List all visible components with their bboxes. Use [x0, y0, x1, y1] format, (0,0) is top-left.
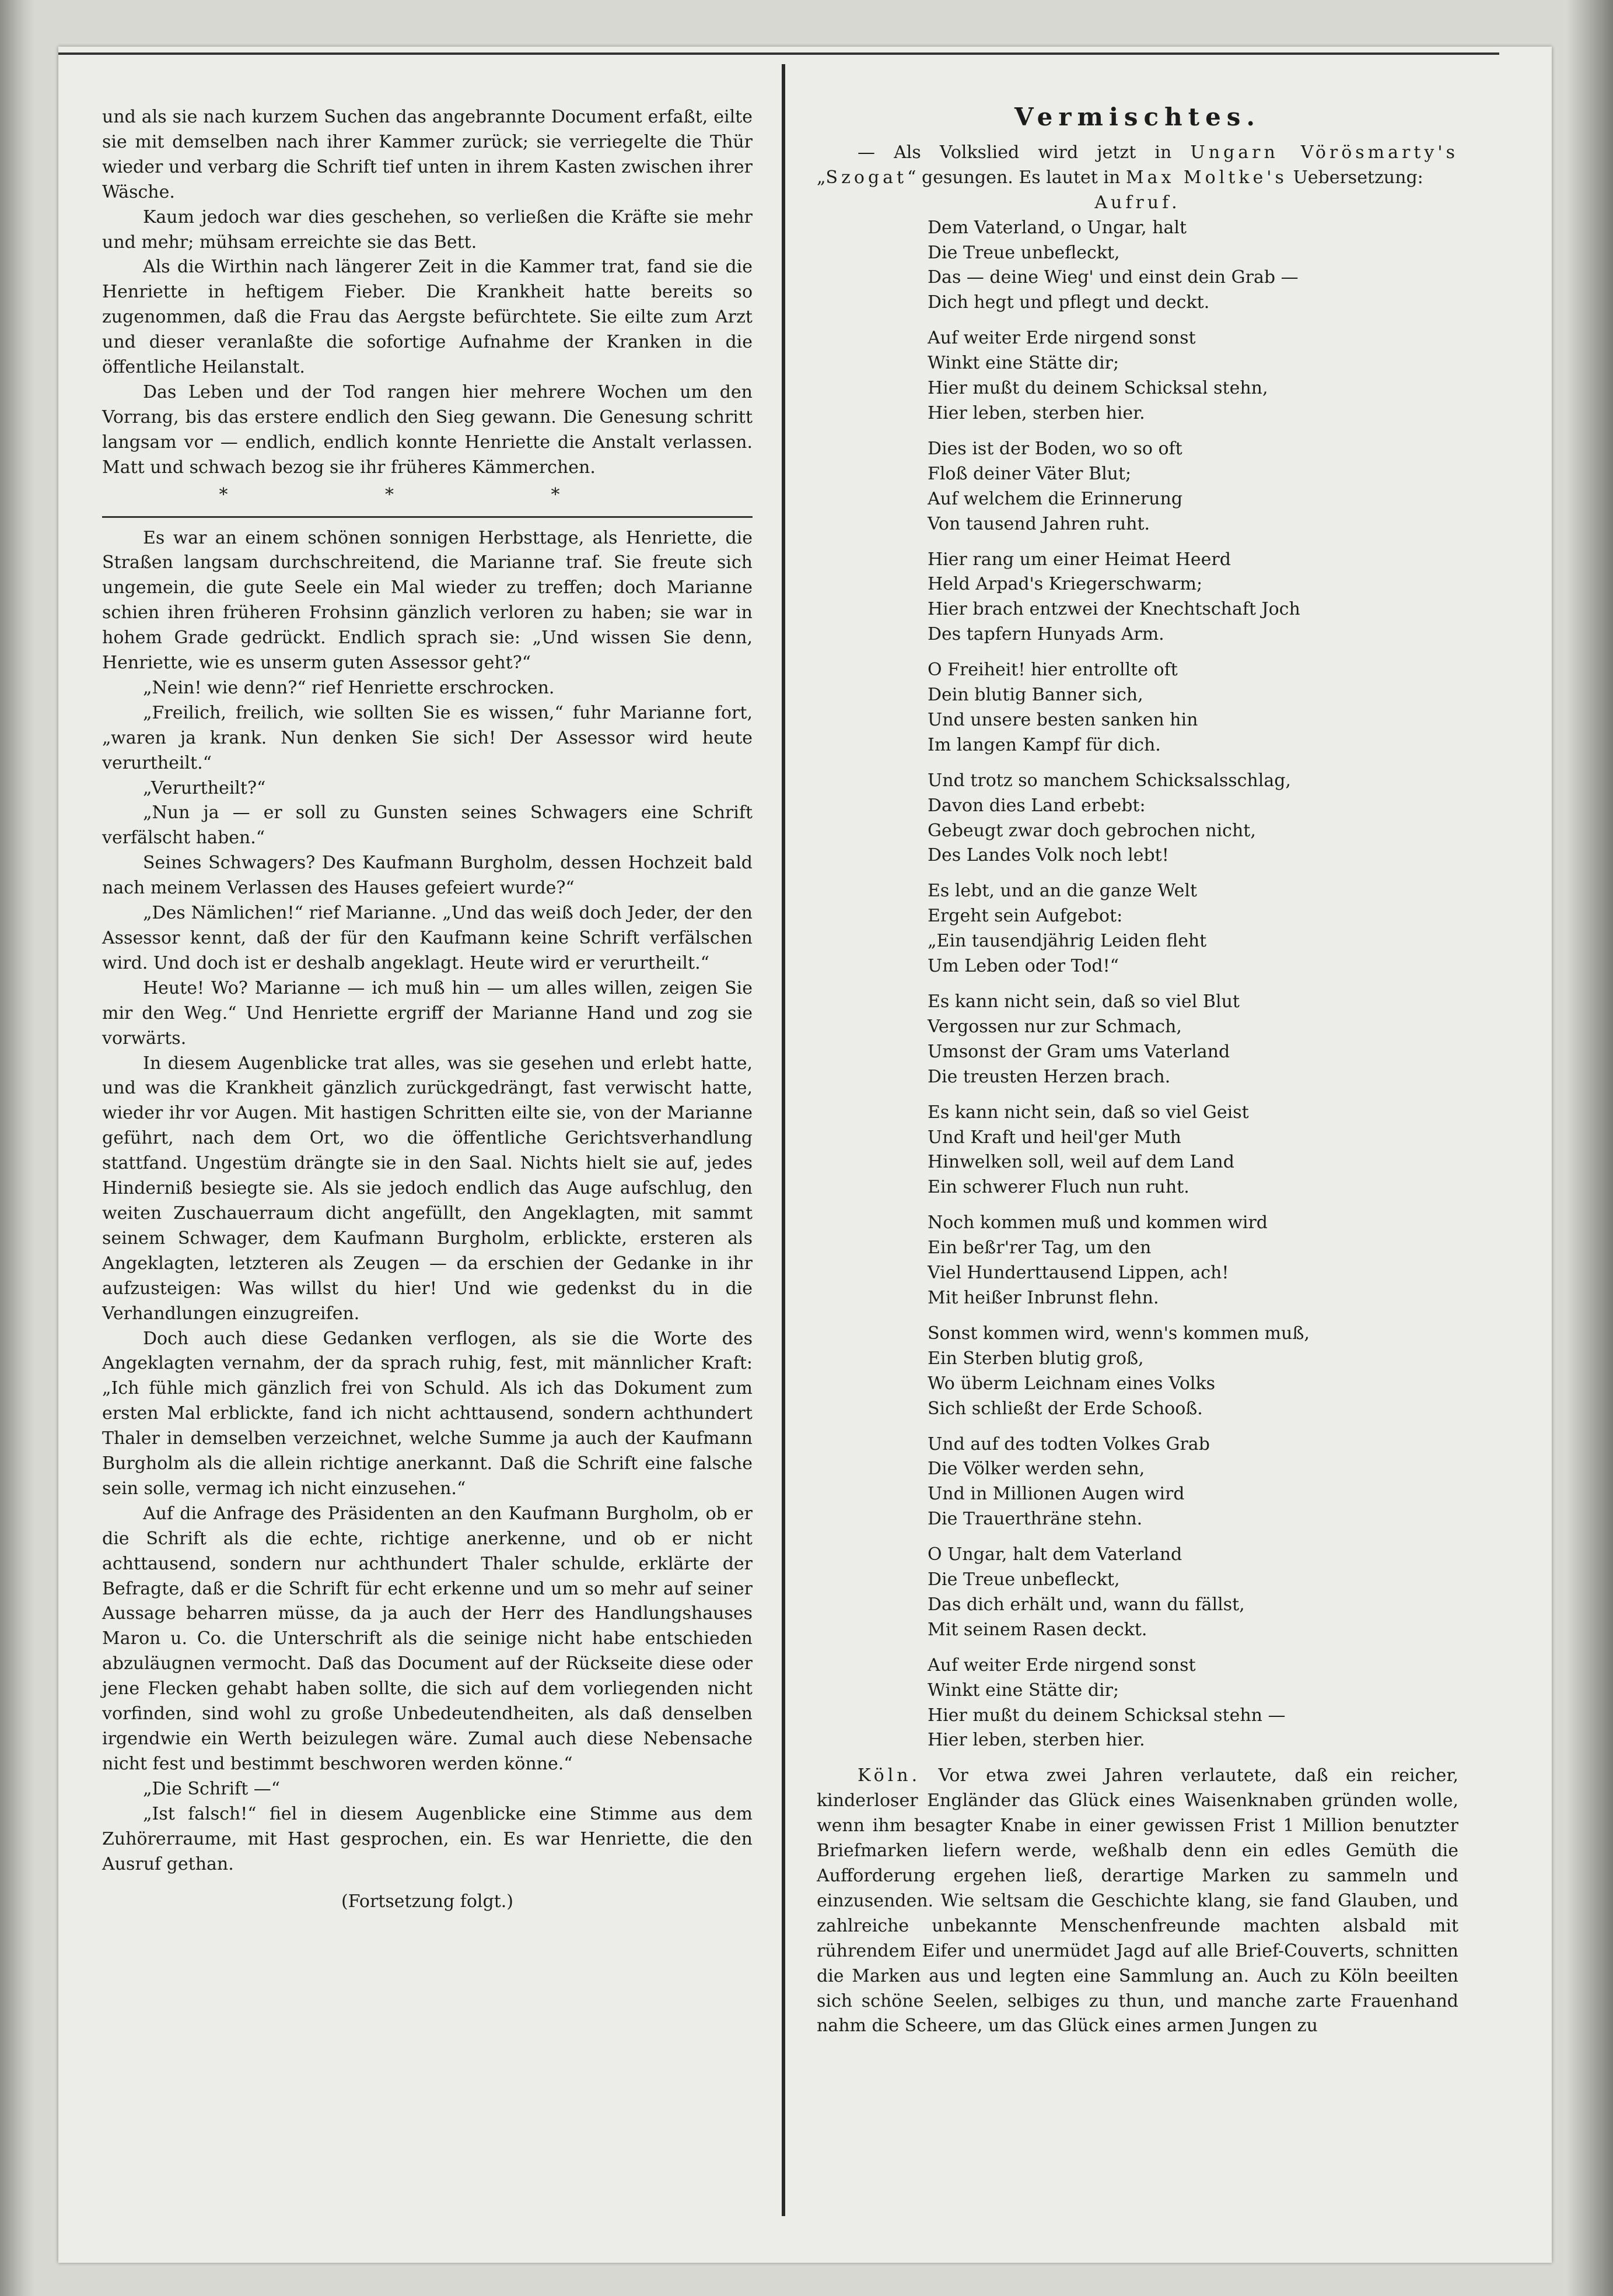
poem-line: Und auf des todten Volkes Grab: [928, 1433, 1210, 1454]
poem-line: Held Arpad's Kriegerschwarm;: [928, 574, 1203, 595]
paragraph: Es war an einem schönen sonnigen Herbsttage, als Henriette, die Straßen langsam durchschreitend, die Marianne traf. Sie freute sich ungemein, die gute Seele ein Mal wieder zu treffen; doch Marianne schien ihren früheren Frohsinn gänzlich verloren zu haben; sie war in hohem Grade gedrückt. Endlich sprach sie: „Und wissen Sie denn, Henriette, wie es unserm guten Assessor geht?“: [102, 527, 753, 674]
paragraph: „Des Nämlichen!“ rief Marianne. „Und das weiß doch Jeder, der den Assessor kennt, daß der für den Kaufmann keine Schrift verfälschen wird. Und doch ist er deshalb angeklagt. Heute wird er verurtheilt.“: [102, 903, 753, 973]
paragraph: „Freilich, freilich, wie sollten Sie es wissen,“ fuhr Marianne fort, „waren ja krank. Nun denken Sie sich! Der Assessor wird heute verurtheilt.“: [102, 702, 753, 773]
stanza-gap: [817, 979, 1458, 990]
poem-line: Die Treue unbefleckt,: [928, 242, 1120, 263]
poem-stanza: [928, 1321, 1458, 1422]
section-heading: Vermischtes.: [1014, 103, 1261, 131]
top-rule: [58, 52, 1499, 55]
poem-line: Hier leben, sterben hier.: [928, 1730, 1145, 1751]
poem-line: Hier mußt du deinem Schicksal stehn —: [928, 1705, 1286, 1726]
stanza-gap: [817, 1753, 1458, 1764]
stanza-gap: [817, 537, 1458, 548]
poem-stanza: [928, 769, 1458, 869]
stanza-gap: [817, 1643, 1458, 1653]
poem-line: Floß deiner Väter Blut;: [928, 463, 1132, 484]
poem-line: Vergossen nur zur Schmach,: [928, 1016, 1182, 1037]
poem-line: Umsonst der Gram ums Vaterland: [928, 1041, 1230, 1062]
poem-line: Und unsere besten sanken hin: [928, 709, 1198, 730]
paragraph: Doch auch diese Gedanken verflogen, als sie die Worte des Angeklagten vernahm, der da sprach ruhig, fest, mit männlicher Kraft: „Ich fühle mich gänzlich frei von Schuld. Als ich das Dokument zum ersten Mal erblickte, fand ich nicht achttausend, sondern achthundert Thaler in demselben verzeichnet, welche Summe ja auch der Kaufmann Burgholm als die allein richtige anerkannt. Daß die Schrift eine falsche sein solle, vermag ich nicht einzusehen.“: [102, 1328, 753, 1499]
poem-line: Das dich erhält und, wann du fällst,: [928, 1594, 1245, 1615]
stanza-gap: [817, 1200, 1458, 1211]
poem-line: Die Völker werden sehn,: [928, 1459, 1145, 1480]
poem-line: „Ein tausendjährig Leiden fleht: [928, 931, 1207, 952]
paragraph: Kaum jedoch war dies geschehen, so verließen die Kräfte sie mehr und mehr; mühsam erreichte sie das Bett.: [102, 206, 753, 253]
poem-line: Des tapfern Hunyads Arm.: [928, 624, 1164, 645]
poem-line: Winkt eine Stätte dir;: [928, 1680, 1119, 1701]
paragraph: „Nein! wie denn?“ rief Henriette erschrocken.: [143, 677, 555, 698]
paragraph: Als die Wirthin nach längerer Zeit in die Kammer trat, fand sie die Henriette in heftigem Fieber. Die Krankheit hatte bereits so zugenommen, daß die Frau das Aergste befürchtete. Sie eilte zum Arzt und dieser veranlaßte die sofortige Aufnahme der Kranken in die öffentliche Heilanstalt.: [102, 257, 753, 378]
stanza-gap: [817, 647, 1458, 658]
poem-line: Davon dies Land erbebt:: [928, 795, 1146, 816]
poem-stanza: [928, 879, 1458, 979]
continuation-note: (Fortsetzung folgt.): [341, 1891, 513, 1912]
poem-line: Viel Hunderttausend Lippen, ach!: [928, 1263, 1229, 1284]
poem-line: Auf weiter Erde nirgend sonst: [928, 328, 1196, 349]
poem-stanza: [928, 1543, 1458, 1643]
stanza-gap: [817, 426, 1458, 437]
poem-title: Aufruf.: [1094, 192, 1181, 213]
poem-line: O Ungar, halt dem Vaterland: [928, 1544, 1182, 1565]
paragraph: Auf die Anfrage des Präsidenten an den Kaufmann Burgholm, ob er die Schrift als die echte, richtige anerkenne, und ob er nicht achttausend, sondern nur achthundert Thaler schulde, erklärte der Befragte, daß er die Schrift für echt erkenne und um so mehr auf seiner Aussage beharren müsse, da ja auch der Herr des Handlungshauses Maron u. Co. die Unterschrift als die seinige nicht habe entschieden abzuläugnen vermocht. Daß das Document auf der Rückseite diese oder jene Flecken gehabt haben sollte, die sich auf dem vorliegenden nicht vorfinden, sind wohl zu große Unbedeutendheiten, als daß denselben irgendwie ein Werth beizulegen wäre. Zumal auch diese Nebensache nicht fest und bestimmt beschworen werden könne.“: [102, 1503, 753, 1774]
stanza-gap: [817, 1422, 1458, 1432]
poem-line: Ein schwerer Fluch nun ruht.: [928, 1177, 1189, 1198]
poem-stanza: [928, 437, 1458, 537]
poem-line: Ein Sterben blutig groß,: [928, 1348, 1144, 1369]
poem-line: Mit seinem Rasen deckt.: [928, 1619, 1147, 1640]
poem-line: Noch kommen muß und kommen wird: [928, 1212, 1268, 1233]
poem-line: Sonst kommen wird, wenn's kommen muß,: [928, 1323, 1310, 1344]
poem-line: Im langen Kampf für dich.: [928, 734, 1161, 755]
column-divider: [782, 64, 785, 2216]
paragraph: „Die Schrift —“: [143, 1778, 281, 1799]
poem-line: Hier rang um einer Heimat Heerd: [928, 549, 1231, 570]
poem-line: Mit heißer Inbrunst flehn.: [928, 1287, 1159, 1308]
poem-line: Auf welchem die Erinnerung: [928, 488, 1183, 509]
poem-line: Die treusten Herzen brach.: [928, 1066, 1171, 1087]
poem: [817, 216, 1458, 1764]
poem-line: Das — deine Wieg' und einst dein Grab —: [928, 267, 1299, 288]
poem-line: Und Kraft und heil'ger Muth: [928, 1127, 1181, 1148]
paragraph: Seines Schwagers? Des Kaufmann Burgholm, dessen Hochzeit bald nach meinem Verlassen des Hauses gefeiert wurde?“: [102, 853, 753, 899]
poem-stanza: [928, 990, 1458, 1090]
poem-line: Dies ist der Boden, wo so oft: [928, 438, 1182, 459]
poem-line: Ergeht sein Aufgebot:: [928, 906, 1123, 927]
poem-line: O Freiheit! hier entrollte oft: [928, 660, 1178, 681]
poem-line: Ein beßr'rer Tag, um den: [928, 1238, 1152, 1259]
paragraph: Das Leben und der Tod rangen hier mehrere Wochen um den Vorrang, bis das erstere endlich den Sieg gewann. Die Genesung schritt langsam vor — endlich, endlich konnte Henriette die Anstalt verlassen. Matt und schwach bezog sie ihr früheres Kämmerchen.: [102, 381, 753, 478]
stanza-gap: [817, 1090, 1458, 1100]
poem-line: Des Landes Volk noch lebt!: [928, 845, 1169, 866]
paragraph: „Nun ja — er soll zu Gunsten seines Schwagers eine Schrift verfälscht haben.“: [102, 802, 753, 849]
news-paragraph: Köln. Vor etwa zwei Jahren verlautete, daß ein reicher, kinderloser Engländer das Glück eines Waisenknaben gründen wolle, wenn ihm besagter Knabe in einer gewissen Frist 1 Million benutzter Briefmarken liefern werde, weßhalb denn ein edles Gemüth die Aufforderung ergehen ließ, derartige Marken zu sammeln und einzusenden. Wie seltsam die Geschichte klang, sie fand Glauben, und zahlreiche unbekannte Menschenfreunde machten alsbald mit rührendem Eifer und unermüdet Jagd auf alle Brief-Couverts, schnitten die Marken aus und legten eine Sammlung an. Auch zu Köln beeilten sich schöne Seelen, selbiges zu thun, und manche zarte Frauenhand nahm die Scheere, um das Glück eines armen Jungen zu: [817, 1765, 1458, 2036]
poem-line: Die Trauerthräne stehn.: [928, 1509, 1143, 1530]
scan-edge-right: [1566, 0, 1613, 2296]
poem-line: Dein blutig Banner sich,: [928, 685, 1143, 706]
left-column: [102, 105, 753, 1915]
poem-line: Die Treue unbefleckt,: [928, 1569, 1120, 1590]
poem-line: Gebeugt zwar doch gebrochen nicht,: [928, 820, 1256, 841]
paragraph: In diesem Augenblicke trat alles, was sie gesehen und erlebt hatte, und was die Krankheit gänzlich zurückgedrängt, fast verwischt hatte, wieder ihr vor Augen. Mit hastigen Schritten eilte sie, von der Marianne geführt, nach dem Ort, wo die öffentliche Gerichtsverhandlung stattfand. Ungestüm drängte sie in den Saal. Nichts hielt sie auf, jedes Hinderniß besiegte sie. Als sie jedoch endlich das Auge aufschlug, den weiten Zuschauerraum dicht angefüllt, den Angeklagten, mit sammt seinem Schwager, dem Kaufmann Burgholm, erblickte, ersteren als Angeklagten, letzteren als Zeugen — da erschien der Gedanke in ihr aufzusteigen: Was willst du hier! Und wie gedenkst du in die Verhandlungen einzugreifen.: [102, 1053, 753, 1324]
stanza-gap: [817, 868, 1458, 879]
poem-line: Auf weiter Erde nirgend sonst: [928, 1654, 1196, 1675]
poem-stanza: [928, 326, 1458, 426]
horizontal-rule: [102, 516, 753, 518]
poem-line: Dem Vaterland, o Ungar, halt: [928, 217, 1187, 238]
poem-line: Und in Millionen Augen wird: [928, 1484, 1185, 1505]
poem-line: Wo überm Leichnam eines Volks: [928, 1373, 1216, 1394]
section-separator: * * *: [219, 484, 636, 505]
poem-line: Sich schließt der Erde Schooß.: [928, 1398, 1203, 1419]
poem-stanza: [928, 1100, 1458, 1201]
poem-stanza: [928, 1653, 1458, 1754]
poem-line: Hier brach entzwei der Knechtschaft Joch: [928, 599, 1300, 620]
paragraph: „Ist falsch!“ fiel in diesem Augenblicke eine Stimme aus dem Zuhörerraume, mit Hast gesprochen, ein. Es war Henriette, die den Ausruf gethan.: [102, 1803, 753, 1874]
paragraph: „Verurtheilt?“: [143, 777, 266, 798]
poem-stanza: [928, 658, 1458, 758]
intro-paragraph: — Als Volkslied wird jetzt in Ungarn Vörösmarty's „Szogat“ gesungen. Es lautet in Max Moltke's Uebersetzung:: [817, 142, 1458, 188]
poem-stanza: [928, 216, 1458, 316]
right-column: [817, 105, 1458, 2039]
stanza-gap: [817, 316, 1458, 326]
poem-line: Es kann nicht sein, daß so viel Blut: [928, 991, 1240, 1012]
poem-stanza: [928, 548, 1458, 648]
poem-line: Hier mußt du deinem Schicksal stehn,: [928, 378, 1268, 399]
stanza-gap: [817, 1311, 1458, 1321]
poem-line: Um Leben oder Tod!“: [928, 956, 1119, 977]
poem-stanza: [928, 1432, 1458, 1533]
poem-line: Von tausend Jahren ruht.: [928, 513, 1150, 534]
paragraph: Heute! Wo? Marianne — ich muß hin — um alles willen, zeigen Sie mir den Weg.“ Und Henriette ergriff der Marianne Hand und zog sie vorwärts.: [102, 977, 753, 1049]
paragraph: und als sie nach kurzem Suchen das angebrannte Document erfaßt, eilte sie mit demselben nach ihrer Kammer zurück; sie verriegelte die Thür wieder und verbarg die Schrift tief unten in ihrem Kasten zwischen ihrer Wäsche.: [102, 107, 753, 202]
poem-line: Hier leben, sterben hier.: [928, 402, 1145, 423]
scan-edge-left: [0, 0, 35, 2296]
poem-stanza: [928, 1211, 1458, 1311]
stanza-gap: [817, 1532, 1458, 1543]
poem-line: Winkt eine Stätte dir;: [928, 353, 1119, 374]
poem-line: Hinwelken soll, weil auf dem Land: [928, 1152, 1234, 1173]
poem-line: Und trotz so manchem Schicksalsschlag,: [928, 770, 1291, 791]
poem-line: Dich hegt und pflegt und deckt.: [928, 292, 1210, 313]
stanza-gap: [817, 758, 1458, 769]
poem-line: Es kann nicht sein, daß so viel Geist: [928, 1102, 1249, 1123]
poem-line: Es lebt, und an die ganze Welt: [928, 881, 1198, 902]
